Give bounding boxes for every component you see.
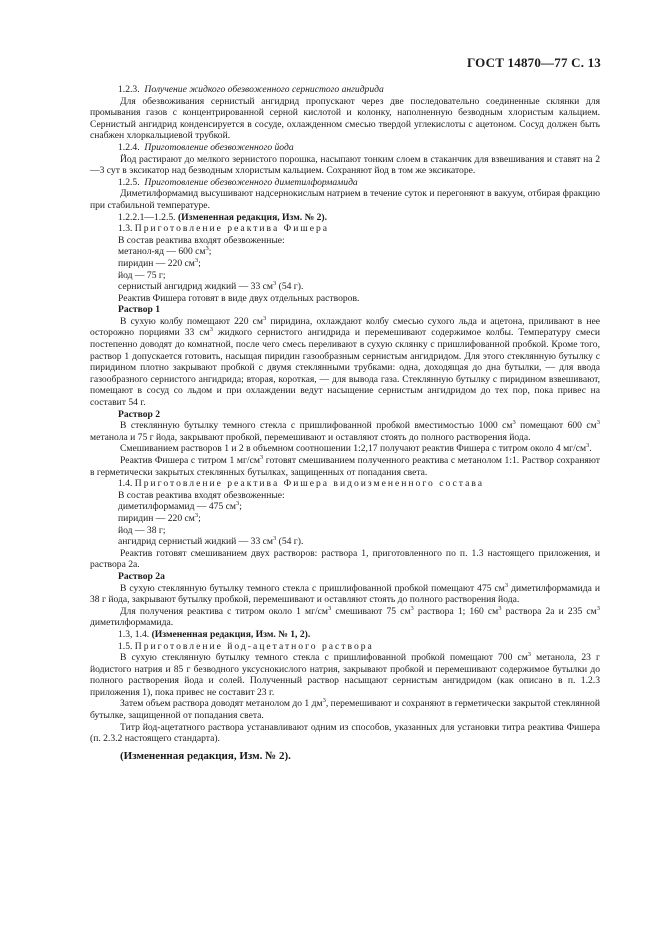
section-1-3-intro: В состав реактива входят обезвоженные:	[118, 234, 285, 246]
section-1-2-3-heading: 1.2.3. Получение жидкого обезвоженного сернистого ангидрида	[118, 84, 384, 95]
section-1-5-text: В сухую стеклянную бутылку темного стекла с пришлифованной пробкой помещают 700 $см^3$ метанола, 23 г йодистого натрия и 85 г безводного уксуснокислого натрия, закрывают пробкой и перемешивают содержимое бутылки до полного растворения йода и солей. Полученный раствор насыщают сернистым ангидридом (как описано в п. 1.2.3 приложения 1), пока привес не составит 23 г.	[90, 650, 600, 698]
section-1-4-heading: 1.4. Приготовление реактива Фишера видоизмененного состава	[118, 478, 485, 490]
list-item: пиридин — 220 $см^3$;	[118, 256, 201, 269]
section-1-2-3-text: Для обезвоживания сернистый ангидрид пропускают через две последовательно соединенные склянки для промывания газов с концентрированной серной кислотой и колонку, наполненную безводным хлористым кальцием. Сернистый ангидрид конденсируется в сосуде, охлажденном смесью твердой углекислоты с ацетоном. Сосуд должен быть снабжен хлоркальциевой трубкой.	[90, 95, 600, 142]
list-item: йод — 38 г;	[118, 524, 166, 536]
edition-note-3: (Измененная редакция, Изм. № 2).	[120, 749, 291, 762]
list-item: йод — 75 г;	[118, 269, 166, 281]
document-body	[90, 84, 600, 762]
edition-note-1: 1.2.2.1—1.2.5. (Измененная редакция, Изм. № 2).	[118, 211, 327, 223]
solution-2a-titer: Для получения реактива с титром около 1 $мг/см^3$ смешивают 75 $см^3$ раствора 1; 160 $см^3$ раствора 2а и 235 $см^3$ диметилформамида.	[90, 604, 600, 629]
section-1-2-5-text: Диметилформамид высушивают надсернокислым натрием в течение суток и перегоняют в вакуум, отбирая фракцию при стабильной температуре.	[90, 188, 600, 211]
section-1-3-note: Реактив Фишера готовят в виде двух отдельных растворов.	[118, 292, 360, 304]
section-1-5-volume: Затем объем раствора доводят метанолом до 1 $дм^3$, перемешивают и сохраняют в герметически закрытой стеклянной бутылке, защищенной от попадания света.	[90, 697, 600, 722]
list-item: пиридин — 220 $см^3$;	[118, 511, 201, 524]
section-1-5-titer: Титр йод-ацетатного раствора устанавливают одним из способов, указанных для установки титра реактива Фишера (п. 2.3.2 настоящего стандарта).	[90, 721, 600, 745]
list-item: ангидрид сернистый жидкий — 33 $см^3$ (54 г).	[118, 534, 304, 548]
solution-2-title: Раствор 2	[118, 408, 161, 420]
solution-2a-text: В сухую стеклянную бутылку темного стекла с пришлифованной пробкой помещают 475 $см^3$ диметилформамида и 38 г йода, закрывают бутылку пробкой, перемешивают и оставляют стоять до полного растворения йода.	[90, 581, 601, 606]
list-item: метанол-яд — 600 $см^3$;	[118, 245, 212, 258]
titer-text: Реактив Фишера с титром 1 $мг/см^3$ готовят смешиванием полученного реактива с метанолом 1:1. Раствор сохраняют в герметически закрытых стеклянных бутылках, защищенных от попадания света.	[90, 453, 600, 478]
section-1-2-4-heading: 1.2.4. Приготовление обезвоженного йода	[118, 141, 294, 153]
solution-1-title: Раствор 1	[118, 304, 161, 316]
section-1-5-heading: 1.5. Приготовление йод-ацетатного раствора	[118, 640, 374, 652]
section-1-4-note: Реактив готовят смешиванием двух растворов: раствора 1, приготовленного по п. 1.3 настоящего приложения, и раствора 2а.	[90, 547, 600, 571]
list-item: сернистый ангидрид жидкий — 33 $см^3$ (54 г).	[118, 279, 304, 293]
solution-2-text: В стеклянную бутылку темного стекла с пришлифованной пробкой вместимостью 1000 $см^3$ помещают 600 $см^3$ метанола и 75 г йода, закрывают пробкой, перемешивают и оставляют стоять до полного растворения йода.	[90, 419, 600, 443]
solution-1-text: В сухую колбу помещают 220 $см^3$ пиридина, охлаждают колбу смесью сухого льда и ацетона, приливают в нее осторожно порциями 33 $см^3$ жидкого сернистого ангидрида и перемешивают содержимое колбы. Температуру смеси постепенно доводят до комнатной, после чего смесь переливают в сухую склянку с пришлифованной пробкой. Кроме того, раствор 1 допускается готовить, насыщая пиридин газообразным сернистым ангидридом. Для этого стеклянную бутылку с пиридином плотно закрывают пробкой с двумя стеклянными трубками: одна, доходящая до дна бутылки, — для ввода газообразного сернистого ангидрида; вторая, короткая, — для вывода газа. Стеклянную бутылку с пиридином взвешивают, помещают в сосуд со льдом и при охлаждении ведут насыщение сернистым ангидридом до тех пор, пока привес на составит 54 г.	[90, 314, 600, 409]
mixing-text: Смешиванием растворов 1 и 2 в объемном соотношении 1:2,17 получают реактив Фишера с титром около 4 $мг/см^3$.	[120, 442, 592, 455]
edition-note-2: 1.3, 1.4. (Измененная редакция, Изм. № 1, 2).	[118, 628, 311, 640]
section-1-3-heading: 1.3. Приготовление реактива Фишера	[118, 223, 330, 235]
solution-2a-title: Раствор 2а	[118, 570, 165, 582]
list-item: диметилформамид — 475 $см^3$;	[118, 500, 242, 513]
section-1-2-5-heading: 1.2.5. Приготовление обезвоженного диметилформамида	[118, 176, 358, 188]
section-1-4-intro: В состав реактива входят обезвоженные:	[118, 489, 285, 501]
section-1-2-4-text: Йод растирают до мелкого зернистого порошка, насыпают тонким слоем в стаканчик для взвешивания и ставят на 2—3 сут в эксикатор над безводным хлористым кальцием. Сохраняют йод в том же эксикаторе.	[90, 153, 600, 177]
page-header: ГОСТ 14870—77 С. 13	[467, 55, 601, 70]
